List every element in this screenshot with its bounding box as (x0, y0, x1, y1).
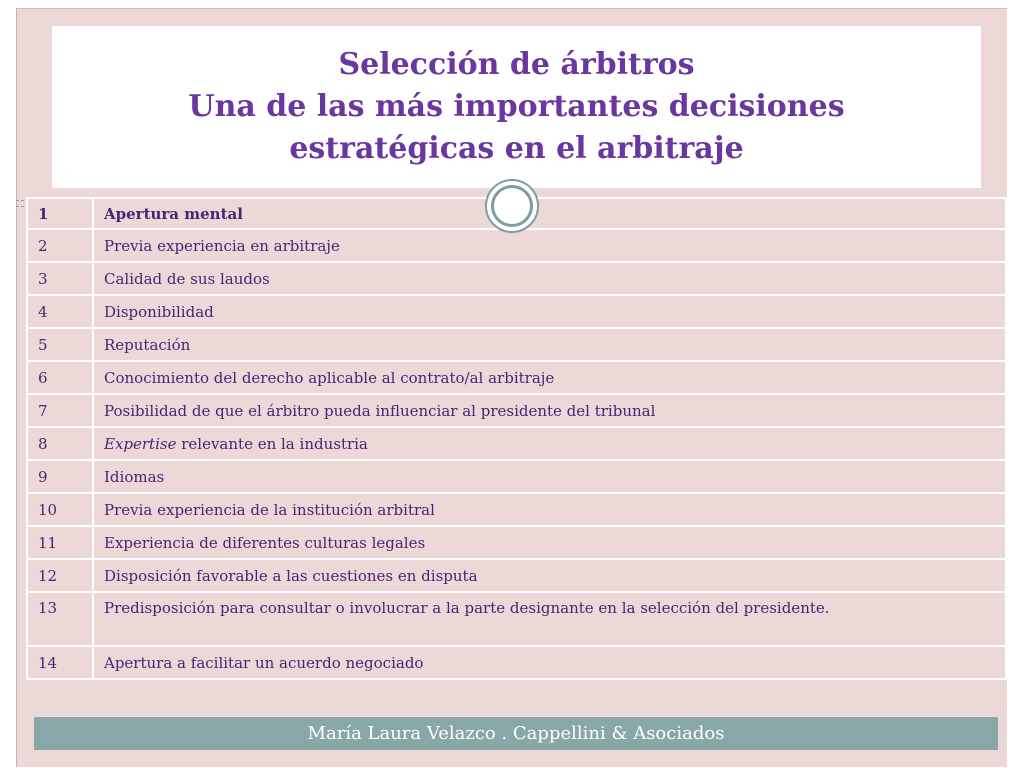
table-row (27, 262, 1006, 295)
item-number: 6 (27, 361, 93, 394)
table-row (27, 493, 1006, 526)
item-text-rest: relevante en la industria (176, 434, 368, 453)
item-text: Conocimiento del derecho aplicable al contrato/al arbitraje (93, 361, 1006, 394)
item-number: 1 (27, 198, 93, 229)
item-number: 11 (27, 526, 93, 559)
item-text: Disponibilidad (93, 295, 1006, 328)
item-text-italic: Expertise (104, 434, 177, 453)
table-row (27, 460, 1006, 493)
table-row (27, 394, 1006, 427)
footer-bar (34, 717, 998, 750)
item-text: Experiencia de diferentes culturas legales (93, 526, 1006, 559)
title-line-1: Selección de árbitros (338, 47, 695, 82)
item-number: 4 (27, 295, 93, 328)
item-number: 14 (27, 646, 93, 679)
slide-title (52, 26, 981, 188)
item-text: Previa experiencia de la institución arbitral (93, 493, 1006, 526)
table-row (27, 646, 1006, 679)
circle-ornament (485, 179, 539, 233)
item-number: 9 (27, 460, 93, 493)
criteria-table (26, 197, 1007, 680)
circle-ornament-inner (491, 185, 533, 227)
table-row (27, 526, 1006, 559)
item-number: 12 (27, 559, 93, 592)
item-number: 10 (27, 493, 93, 526)
item-number: 13 (27, 592, 93, 646)
item-text: Previa experiencia en arbitraje (93, 229, 1006, 262)
item-text: Posibilidad de que el árbitro pueda influenciar al presidente del tribunal (93, 394, 1006, 427)
item-text: Apertura mental (93, 198, 1006, 229)
table-row (27, 361, 1006, 394)
item-number: 3 (27, 262, 93, 295)
table-row (27, 229, 1006, 262)
item-number: 5 (27, 328, 93, 361)
title-line-2: Una de las más importantes decisiones (188, 89, 845, 124)
table-row (27, 559, 1006, 592)
table-row (27, 328, 1006, 361)
item-number: 2 (27, 229, 93, 262)
item-text (93, 427, 1006, 460)
footer-text: María Laura Velazco . Cappellini & Asociados (307, 723, 725, 744)
item-text: Apertura a facilitar un acuerdo negociado (93, 646, 1006, 679)
table-row (27, 592, 1006, 646)
item-text: Disposición favorable a las cuestiones en disputa (93, 559, 1006, 592)
item-text: Predisposición para consultar o involucrar a la parte designante en la selección del presidente. (93, 592, 1006, 646)
item-text: Reputación (93, 328, 1006, 361)
item-number: 8 (27, 427, 93, 460)
item-number: 7 (27, 394, 93, 427)
item-text: Calidad de sus laudos (93, 262, 1006, 295)
item-text: Idiomas (93, 460, 1006, 493)
table-row (27, 295, 1006, 328)
table-row (27, 427, 1006, 460)
title-line-3: estratégicas en el arbitraje (289, 131, 744, 166)
